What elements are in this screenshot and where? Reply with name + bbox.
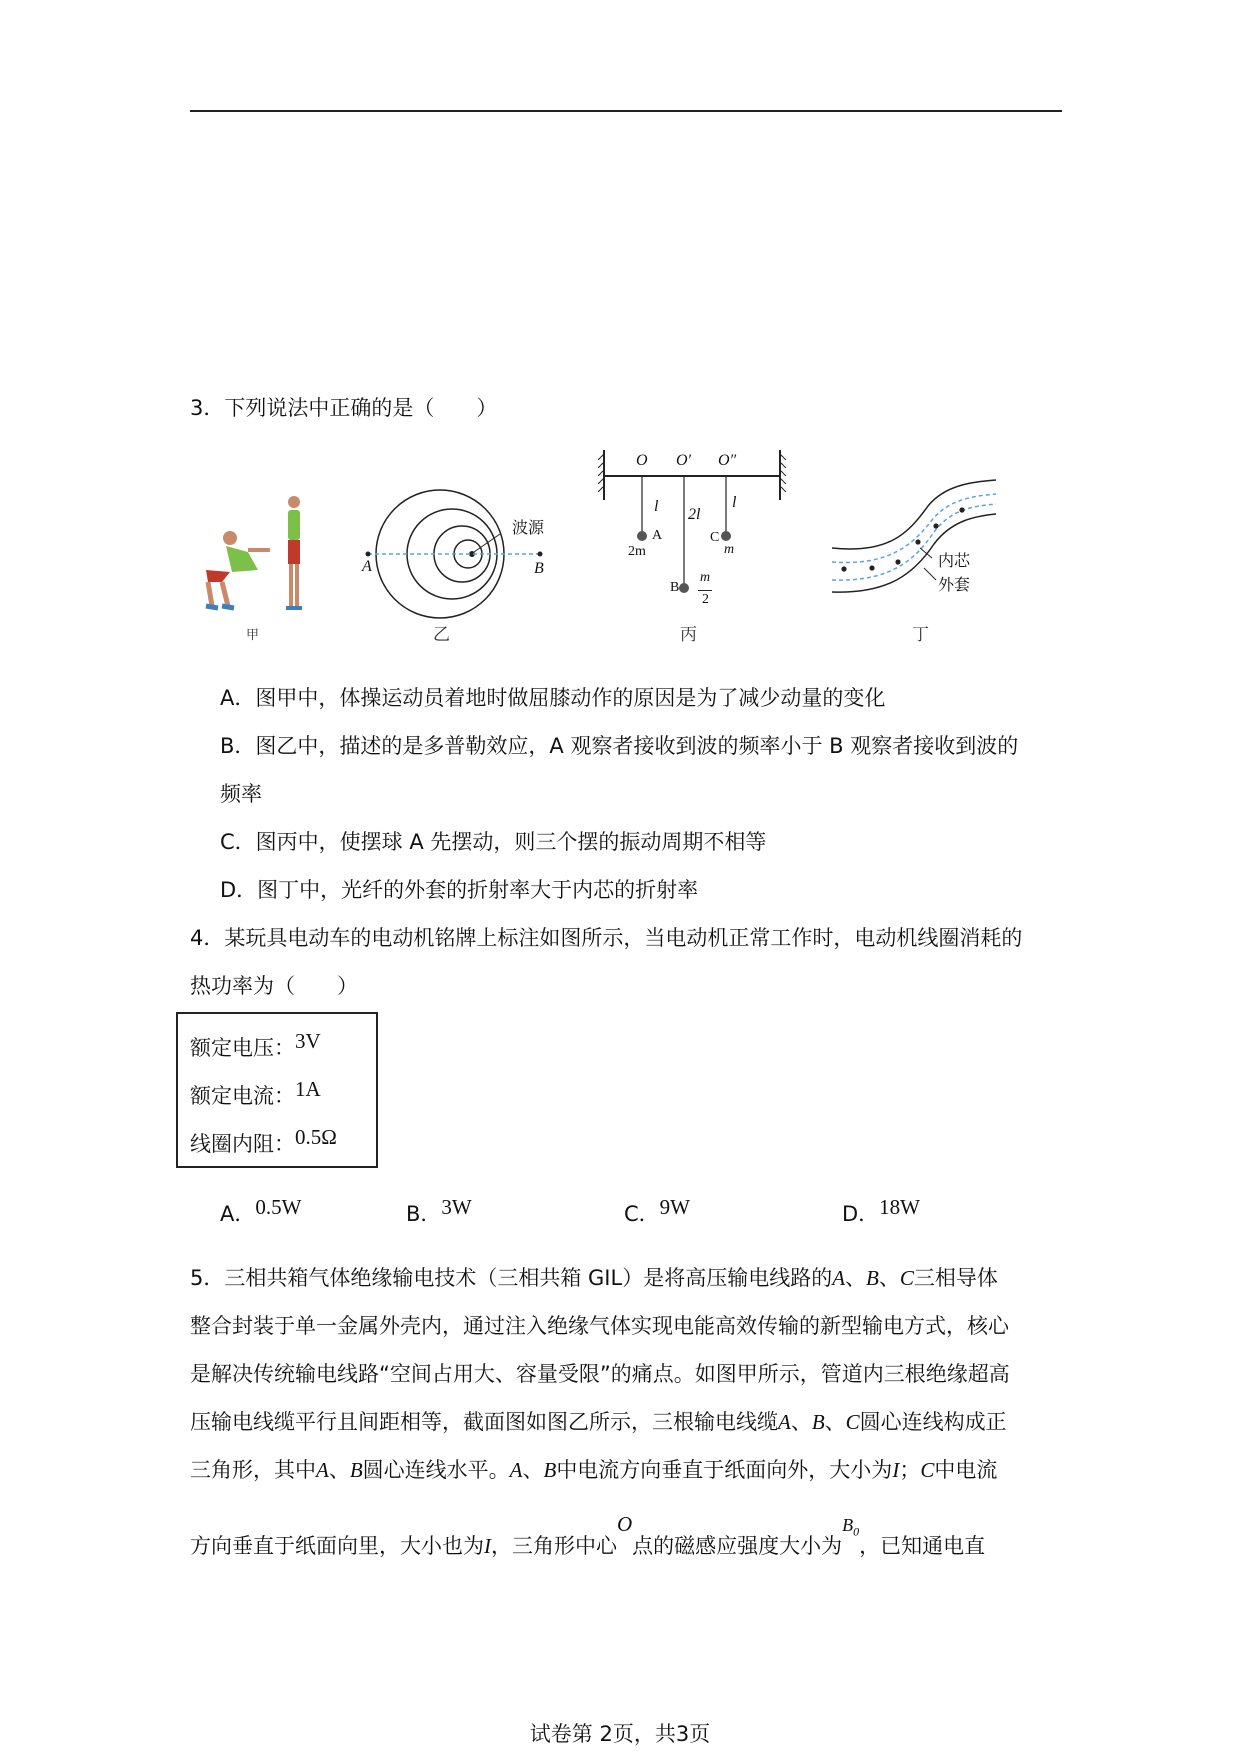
q5-line-6-text: 方向垂直于纸面向里，大小也为 (190, 1534, 484, 1558)
phase-a: A (832, 1266, 846, 1290)
current-i: I (892, 1458, 900, 1482)
length-l-c-label: l (732, 494, 737, 511)
figure-bing-caption: 丙 (680, 625, 697, 645)
nameplate-resistance-value: 0.5Ω (295, 1125, 337, 1149)
q4-option-a-label: A． (220, 1202, 256, 1226)
sep: 、 (845, 1266, 867, 1290)
cable-a: A (509, 1458, 523, 1482)
length-l-a-label: l (654, 498, 659, 515)
q5-line-6-mid: ，三角形中心 (491, 1534, 617, 1558)
phase-c: C (899, 1266, 914, 1290)
pivot-o-prime-label: O′ (676, 452, 692, 469)
q4-option-c[interactable] (624, 1195, 690, 1228)
q4-option-a[interactable] (220, 1195, 302, 1228)
q5-line-5-text: 三角形，其中 (190, 1458, 316, 1482)
nameplate-current (190, 1077, 321, 1110)
q4-option-a-value: 0.5W (255, 1195, 302, 1219)
cable-a: A (316, 1458, 329, 1482)
ball-b-mass-numerator: m (700, 570, 711, 585)
q5-line-1-tail: 三相导体 (913, 1266, 998, 1290)
pivot-o-double-prime-label: O″ (718, 452, 737, 469)
q3-option-d[interactable]: D．图丁中，光纤的外套的折射率大于内芯的折射率 (220, 878, 699, 902)
q4-option-b-value: 3W (441, 1195, 472, 1219)
ball-c-letter: C (710, 530, 720, 545)
nameplate-voltage-label: 额定电压： (190, 1036, 295, 1060)
figure-jia-caption: 甲 (246, 628, 260, 643)
cable-b: B (543, 1458, 557, 1482)
q5-line-4-tail: 圆心连线构成正 (859, 1410, 1007, 1434)
q4-option-d-value: 18W (879, 1195, 920, 1219)
q3-option-b-continued: 频率 (220, 782, 262, 806)
q3-option-c[interactable]: C．图丙中，使摆球 A 先摆动，则三个摆的振动周期不相等 (220, 830, 767, 854)
q5-line-5 (190, 1454, 997, 1484)
figure-ding (828, 470, 998, 600)
cable-c: C (920, 1458, 935, 1482)
q5-line-6-mid2: 点的磁感应强度大小为 (632, 1534, 843, 1558)
nameplate-current-label: 额定电流： (190, 1084, 295, 1108)
current-i: I (484, 1534, 491, 1558)
ball-b-mass-fraction-bar (698, 590, 712, 591)
ball-b-label: B (670, 580, 680, 595)
q3-option-a[interactable]: A．图甲中，体操运动员着地时做屈膝动作的原因是为了减少动量的变化 (220, 686, 886, 710)
nameplate-voltage-value: 3V (295, 1029, 321, 1053)
phase-b: B (866, 1266, 879, 1290)
q5-line-6 (190, 1512, 986, 1562)
sep: 、 (328, 1458, 350, 1482)
fiber-core-label: 内芯 (938, 551, 971, 570)
sep: 、 (878, 1266, 900, 1290)
q4-option-d-label: D． (842, 1202, 880, 1226)
q4-stem-continued: 热功率为（ ） (190, 974, 358, 998)
field-b-subscript: 0 (853, 1524, 860, 1539)
cable-b: B (811, 1410, 825, 1434)
q4-option-c-value: 9W (659, 1195, 690, 1219)
q5-line-5-mid: 圆心连线水平。 (362, 1458, 510, 1482)
q5-line-3: 是解决传统输电线路“空间占用大、容量受限”的痛点。如图甲所示，管道内三根绝缘超高 (190, 1362, 1010, 1386)
wave-source-label: 波源 (512, 518, 545, 537)
motor-nameplate (176, 1012, 378, 1168)
q5-line-1-text: 5．三相共箱气体绝缘输电技术（三相共箱 GIL）是将高压输电线路的 (190, 1266, 833, 1290)
q5-line-5-mid2: 中电流方向垂直于纸面向外，大小为 (556, 1458, 893, 1482)
q3-stem: 3．下列说法中正确的是（ ） (190, 396, 498, 420)
nameplate-current-value: 1A (295, 1077, 321, 1101)
q4-option-c-label: C． (624, 1202, 660, 1226)
header-rule (190, 110, 1062, 112)
figure-ding-caption: 丁 (912, 625, 929, 645)
sep: 、 (824, 1410, 846, 1434)
figure-yi-caption: 乙 (433, 625, 450, 645)
fiber-cladding-label: 外套 (938, 575, 971, 594)
pivot-o-label: O (636, 452, 648, 469)
cable-b: B (349, 1458, 363, 1482)
q5-line-2: 整合封装于单一金属外壳内，通过注入绝缘气体实现电能高效传输的新型输电方式，核心 (190, 1314, 1009, 1338)
nameplate-voltage (190, 1029, 321, 1062)
q4-stem: 4．某玩具电动车的电动机铭牌上标注如图所示，当电动机正常工作时，电动机线圈消耗的 (190, 926, 1023, 950)
ball-c-mass: m (724, 542, 735, 557)
field-b: B (842, 1515, 854, 1535)
squatting-gymnast-icon (206, 531, 270, 608)
figure-jia (188, 490, 308, 640)
ball-b-mass-denominator: 2 (702, 592, 709, 607)
figure-bing (598, 440, 788, 610)
sep: 、 (522, 1458, 544, 1482)
q3-option-b[interactable]: B．图乙中，描述的是多普勒效应，A 观察者接收到波的频率小于 B 观察者接收到波的 (220, 734, 1019, 758)
nameplate-resistance (190, 1125, 337, 1158)
length-2l-label: 2l (688, 506, 701, 523)
cable-c: C (845, 1410, 860, 1434)
observer-a-label: A (362, 558, 372, 575)
sep: 、 (790, 1410, 812, 1434)
q5-line-5-tail: 中电流 (934, 1458, 998, 1482)
ball-a-label: A (652, 528, 663, 543)
cable-a: A (778, 1410, 791, 1434)
standing-gymnast-icon (286, 496, 302, 608)
ball-a-mass: 2m (628, 544, 646, 559)
q5-line-4-text: 压输电线缆平行且间距相等，截面图如图乙所示，三根输电线缆 (190, 1410, 778, 1434)
q4-option-d[interactable] (842, 1195, 920, 1228)
q5-line-1 (190, 1262, 998, 1292)
field-b0 (842, 1515, 860, 1539)
q4-option-b[interactable] (406, 1195, 472, 1228)
q4-option-b-label: B． (406, 1202, 442, 1226)
q5-line-4 (190, 1406, 1007, 1436)
nameplate-resistance-label: 线圈内阻： (190, 1132, 295, 1156)
figure-yi (360, 478, 560, 628)
page-footer: 试卷第 2页，共3页 (529, 1722, 711, 1746)
observer-b-label: B (534, 560, 544, 577)
q5-line-6-tail: ，已知通电直 (859, 1534, 986, 1558)
sep: ； (899, 1458, 921, 1482)
center-o: O (617, 1512, 633, 1536)
